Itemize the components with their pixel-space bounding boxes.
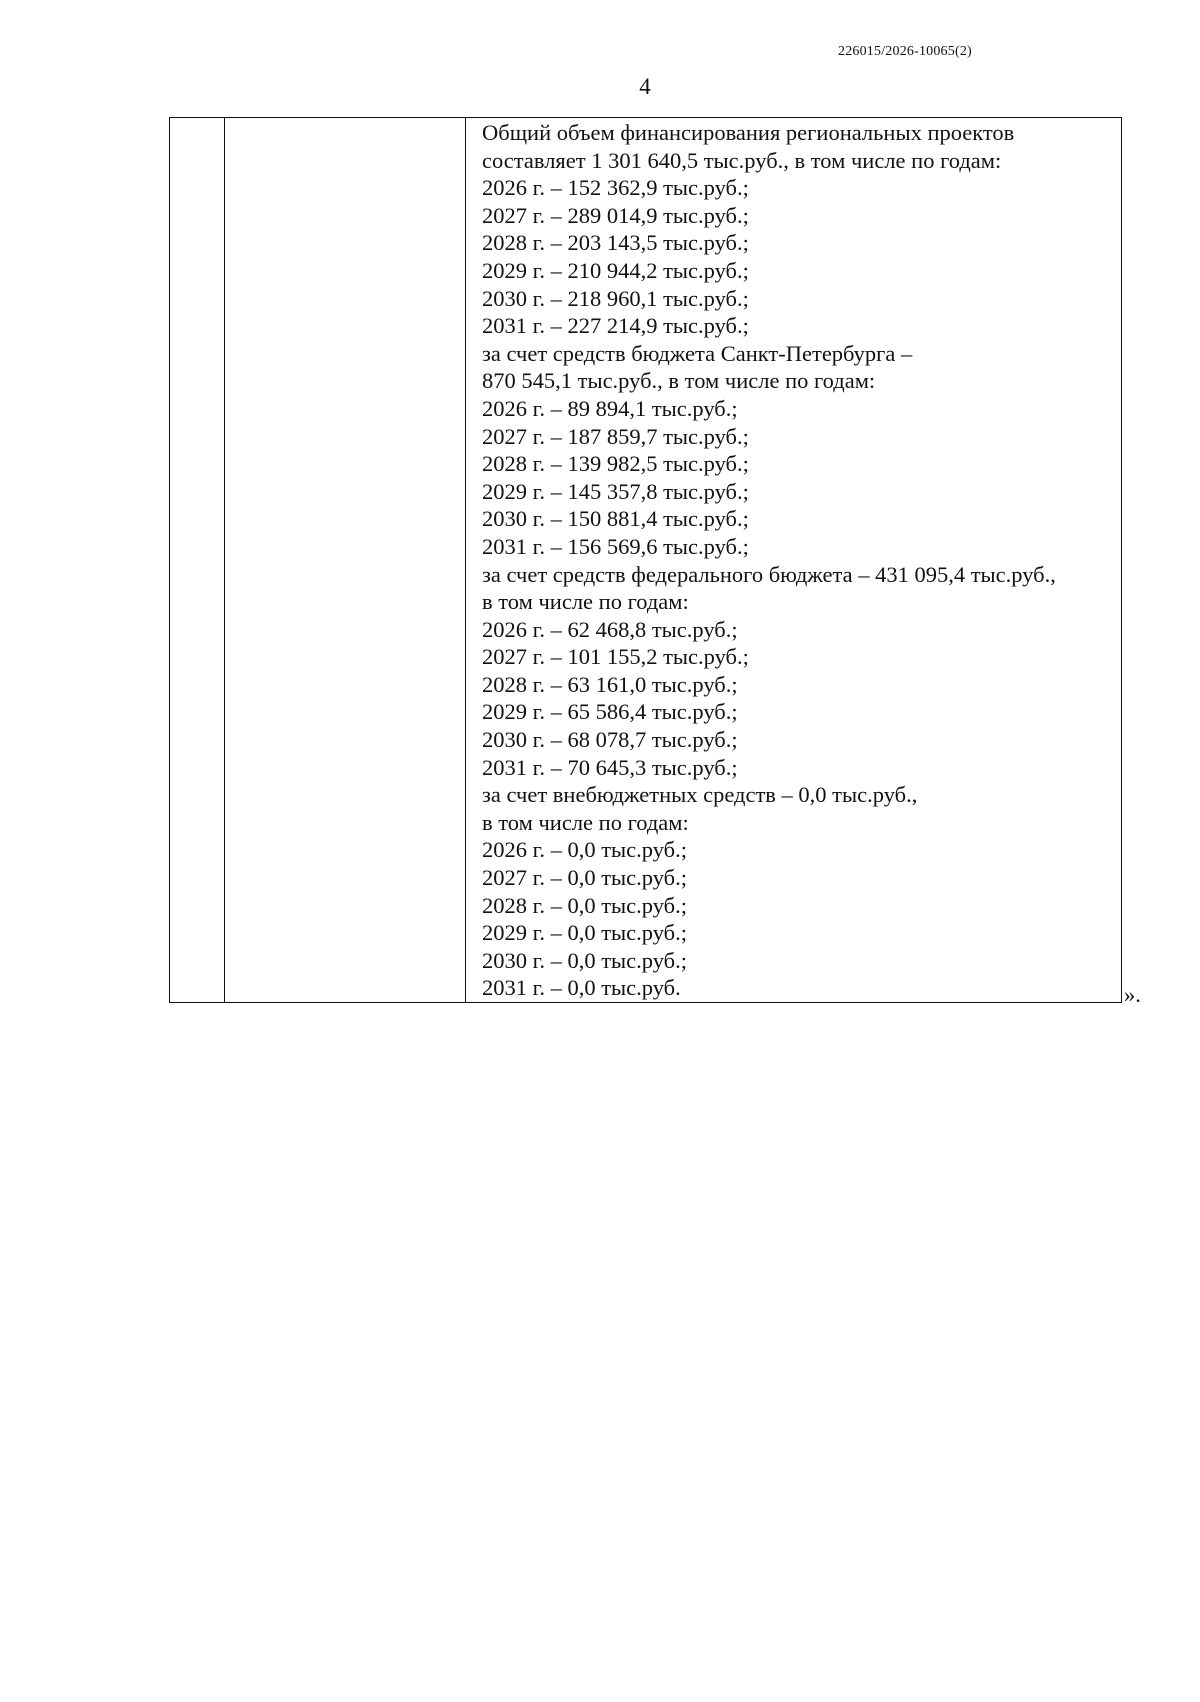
text-line: 2026 г. – 62 468,8 тыс.руб.;	[482, 616, 738, 642]
text-line: 2026 г. – 89 894,1 тыс.руб.;	[482, 395, 738, 421]
text-line: составляет 1 301 640,5 тыс.руб., в том числе по годам:	[482, 147, 1002, 173]
text-line: 2028 г. – 139 982,5 тыс.руб.;	[482, 451, 749, 477]
empty-cell-number	[170, 118, 225, 1003]
text-line: за счет внебюджетных средств – 0,0 тыс.руб.,	[482, 782, 918, 808]
text-line: 2027 г. – 0,0 тыс.руб.;	[482, 865, 687, 891]
text-line: 2030 г. – 150 881,4 тыс.руб.;	[482, 506, 749, 532]
text-line: 2028 г. – 203 143,5 тыс.руб.;	[482, 230, 749, 256]
text-line: 2028 г. – 0,0 тыс.руб.;	[482, 892, 687, 918]
text-line: 2026 г. – 0,0 тыс.руб.;	[482, 837, 687, 863]
closing-quote-mark: ».	[1124, 982, 1141, 1007]
text-line: Общий объем финансирования региональных проектов	[482, 120, 1015, 145]
text-line: 2031 г. – 156 569,6 тыс.руб.;	[482, 533, 749, 559]
text-line: 2027 г. – 289 014,9 тыс.руб.;	[482, 202, 749, 228]
text-line: 2029 г. – 65 586,4 тыс.руб.;	[482, 699, 738, 725]
text-line: 2030 г. – 218 960,1 тыс.руб.;	[482, 285, 749, 311]
text-line: 2029 г. – 210 944,2 тыс.руб.;	[482, 257, 749, 283]
financing-text-cell	[466, 118, 1122, 1003]
text-line: 2029 г. – 0,0 тыс.руб.;	[482, 920, 687, 946]
page-number: 4	[639, 74, 651, 99]
financing-table	[169, 117, 1122, 1003]
table-row	[170, 118, 1122, 1003]
text-line: в том числе по годам:	[482, 589, 689, 615]
text-line: 870 545,1 тыс.руб., в том числе по годам:	[482, 368, 876, 394]
text-line: за счет средств бюджета Санкт-Петербурга –	[482, 340, 913, 366]
text-line: за счет средств федерального бюджета – 431 095,4 тыс.руб.,	[482, 561, 1056, 587]
text-line: 2027 г. – 187 859,7 тыс.руб.;	[482, 423, 749, 449]
text-line: 2031 г. – 0,0 тыс.руб.	[482, 975, 681, 1001]
text-line: 2031 г. – 227 214,9 тыс.руб.;	[482, 313, 749, 339]
empty-cell-label	[225, 118, 466, 1003]
text-line: 2030 г. – 68 078,7 тыс.руб.;	[482, 727, 738, 753]
text-line: 2028 г. – 63 161,0 тыс.руб.;	[482, 671, 738, 697]
document-number: 226015/2026-10065(2)	[838, 44, 972, 59]
text-line: 2029 г. – 145 357,8 тыс.руб.;	[482, 478, 749, 504]
text-line: 2031 г. – 70 645,3 тыс.руб.;	[482, 754, 738, 780]
text-line: 2027 г. – 101 155,2 тыс.руб.;	[482, 644, 749, 670]
text-line: 2030 г. – 0,0 тыс.руб.;	[482, 947, 687, 973]
text-line: 2026 г. – 152 362,9 тыс.руб.;	[482, 175, 749, 201]
text-line: в том числе по годам:	[482, 809, 689, 835]
